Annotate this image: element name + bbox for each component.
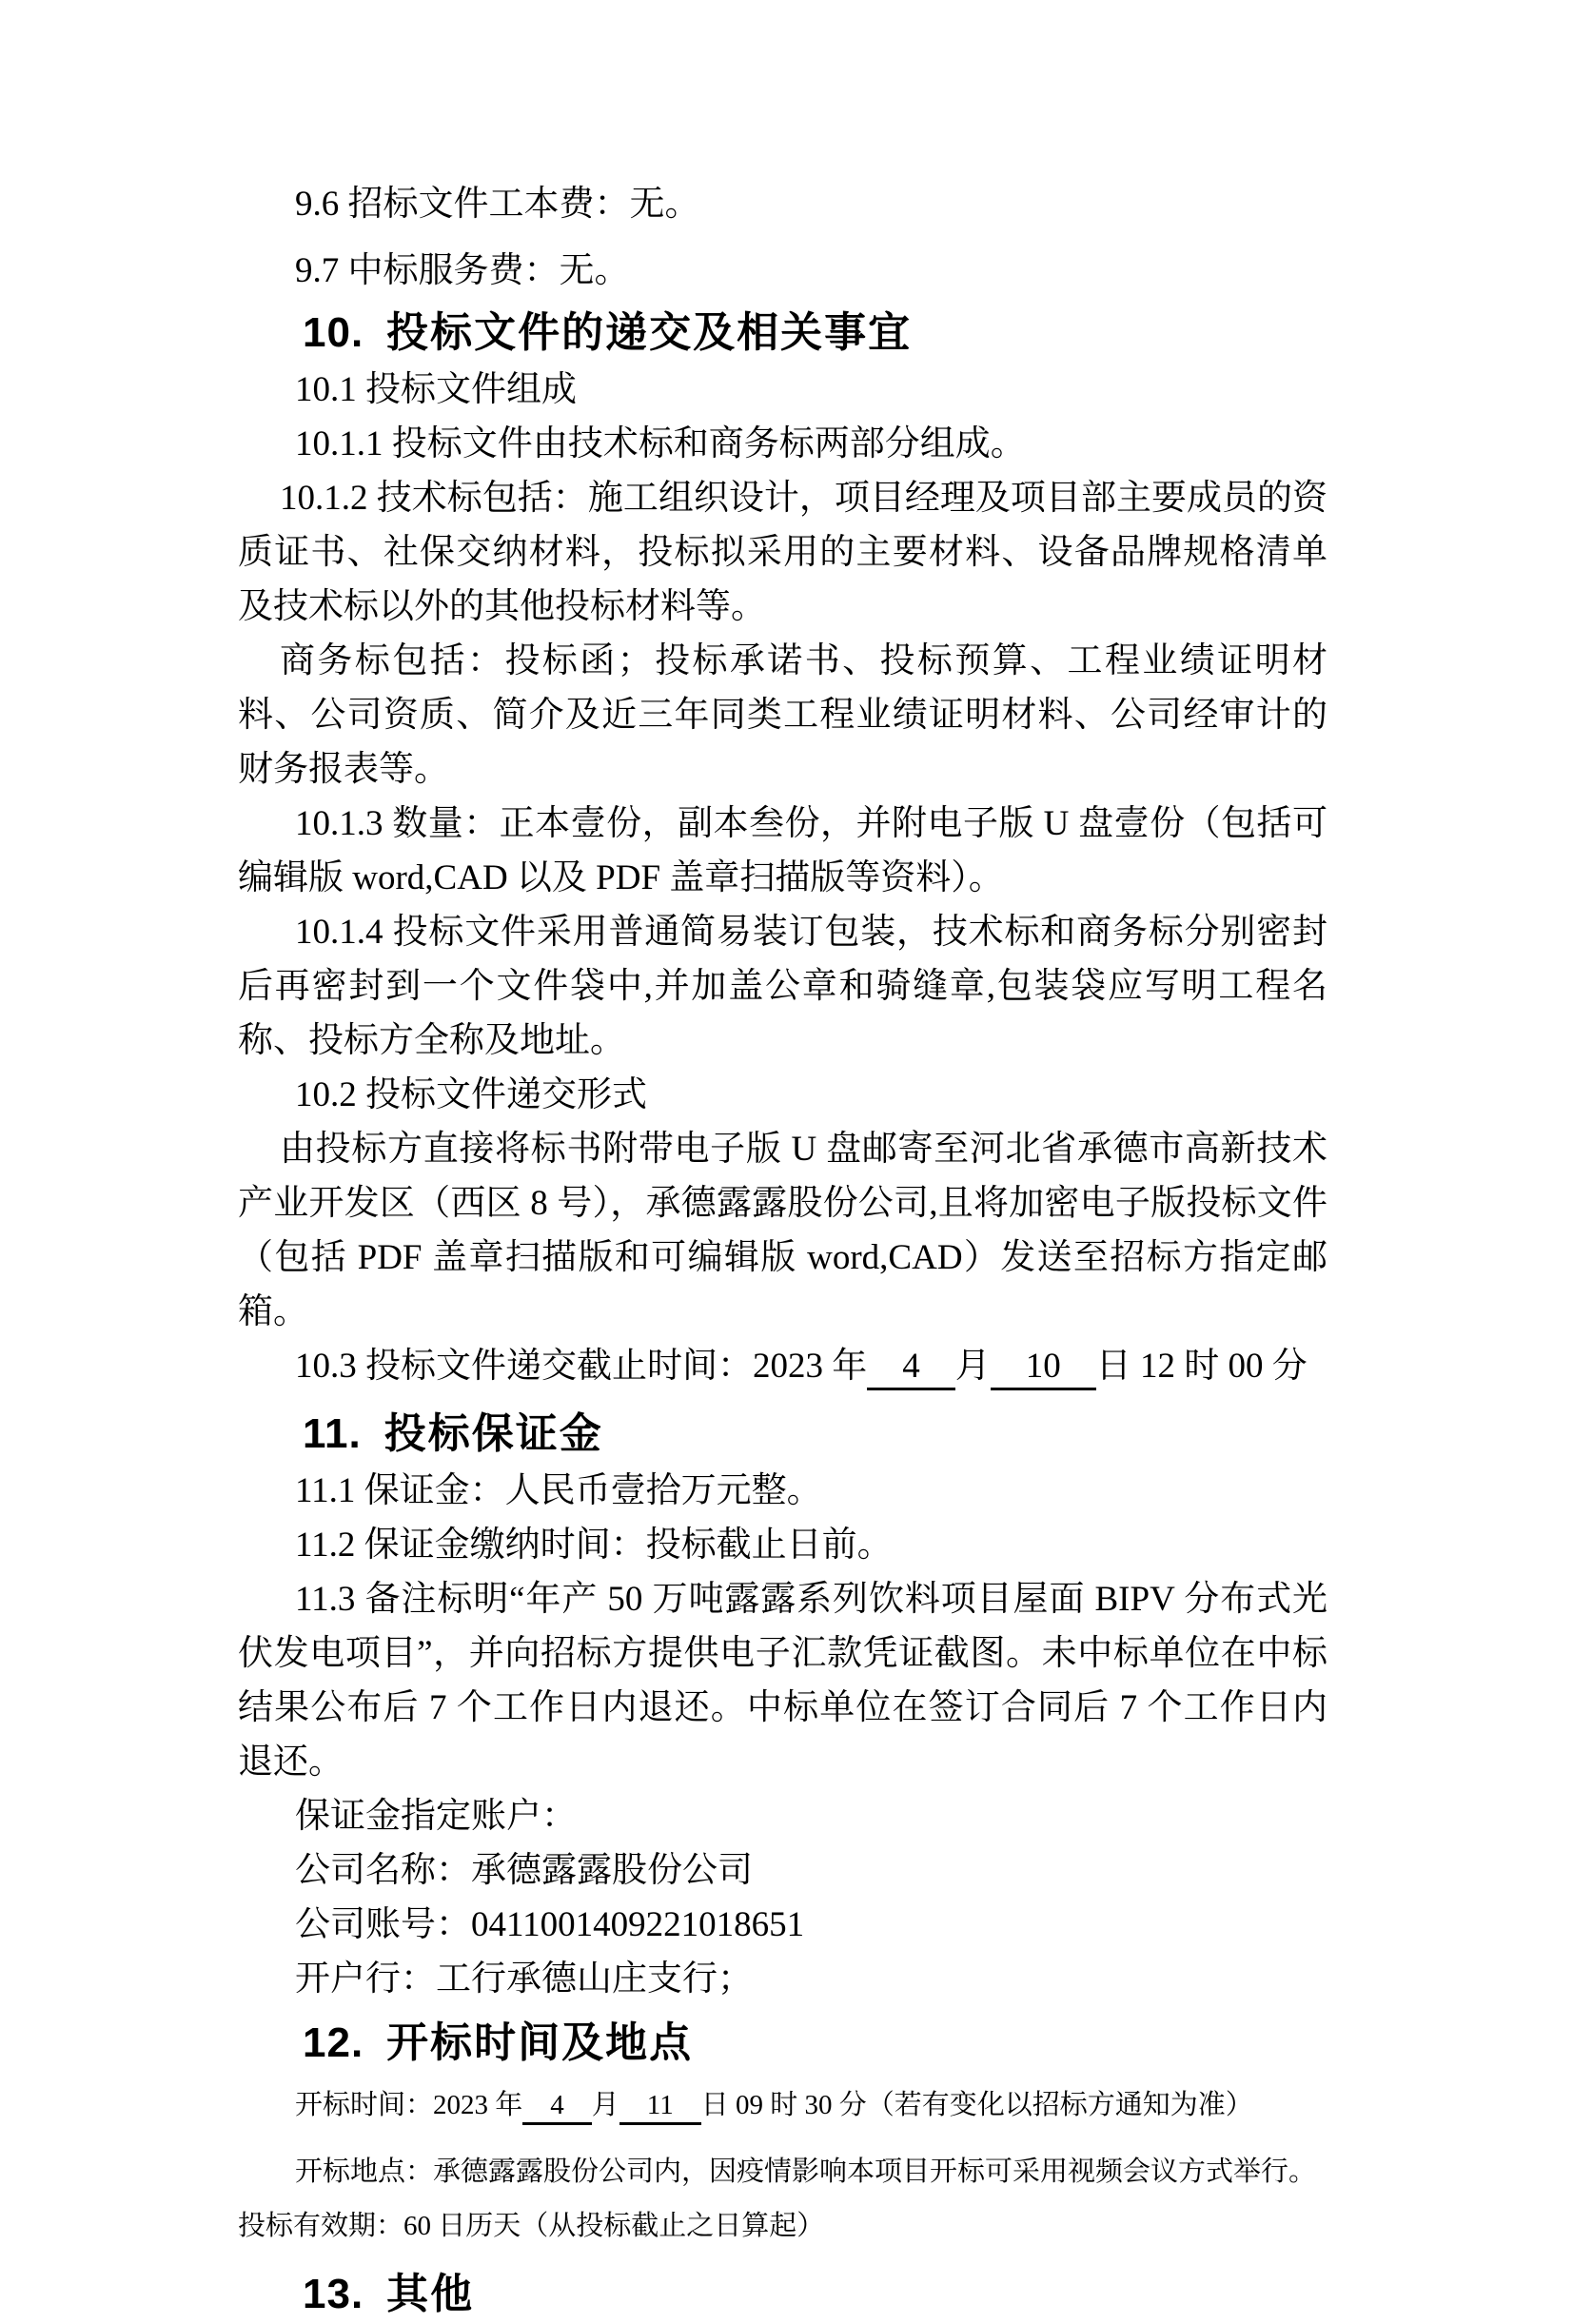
- heading-title: 其他: [386, 2271, 475, 2317]
- text-run: 10.1 投标文件组成: [295, 370, 577, 409]
- text-run: 保证金指定账户：: [295, 1797, 577, 1836]
- heading-10: [303, 304, 1327, 363]
- item-company-account: [238, 1898, 1327, 1952]
- text-run: 日 09 时 30 分（若有变化以招标方通知为准）: [700, 2090, 1253, 2120]
- text-run: 开户行：工行承德山庄支行；: [295, 1960, 753, 1999]
- text-run: 开标地点：承德露露股份公司内，因疫情影响本项目开标可采用视频会议方式举行。: [295, 2157, 1317, 2187]
- item-open-place: [238, 2145, 1327, 2199]
- text-run: 月: [954, 1347, 991, 1386]
- text-run: 11.3 备注标明“年产 50 万吨露露系列饮料项目屋面 BIPV 分布式光伏发电项目”，并向招标方提供电子汇款凭证截图。未中标单位在中标结果公布后 7 个工作日内退还。中标单位在签订合同后 7 个工作日内退还。: [238, 1580, 1327, 1782]
- item-11-1: [238, 1464, 1327, 1518]
- fill-in-underline: 11: [619, 2090, 701, 2125]
- item-9-7: [238, 244, 1327, 298]
- item-delivery: [238, 1122, 1327, 1339]
- text-run: 10.1.3 数量：正本壹份，副本叁份，并附电子版 U 盘壹份（包括可编辑版 word,CAD 以及 PDF 盖章扫描版等资料）。: [238, 804, 1327, 897]
- text-run: 11.1 保证金：人民币壹拾万元整。: [295, 1471, 822, 1510]
- heading-title: 投标文件的递交及相关事宜: [386, 309, 913, 356]
- text-run: 日 12 时 00 分: [1095, 1347, 1308, 1386]
- fill-in-underline: 10: [991, 1347, 1096, 1390]
- item-deposit-account-title: [238, 1789, 1327, 1843]
- document-body: [238, 177, 1327, 2324]
- item-10-1-1: [238, 417, 1327, 471]
- text-run: 月: [591, 2090, 619, 2120]
- heading-title: 投标保证金: [383, 1410, 603, 1457]
- item-10-2: [238, 1068, 1327, 1122]
- text-run: 商务标包括：投标函；投标承诺书、投标预算、工程业绩证明材料、公司资质、简介及近三年同类工程业绩证明材料、公司经审计的财务报表等。: [238, 641, 1327, 789]
- heading-12: [303, 2014, 1327, 2073]
- text-run: 开标时间：2023 年: [295, 2090, 523, 2120]
- item-10-1-3: [238, 797, 1327, 905]
- item-bid-validity: [238, 2199, 1327, 2254]
- text-run: 10.1.2 技术标包括：施工组织设计，项目经理及项目部主要成员的资质证书、社保交纳材料，投标拟采用的主要材料、设备品牌规格清单及技术标以外的其他投标材料等。: [238, 479, 1327, 626]
- text-run: 9.6 招标文件工本费：无。: [295, 185, 700, 224]
- text-run: 10.3 投标文件递交截止时间：2023 年: [295, 1347, 868, 1386]
- text-run: 10.2 投标文件递交形式: [295, 1075, 647, 1114]
- item-10-1: [238, 363, 1327, 417]
- text-run: 10.1.1 投标文件由技术标和商务标两部分组成。: [295, 424, 1026, 463]
- item-10-1-2: [238, 471, 1327, 634]
- heading-number: 10.: [303, 309, 364, 356]
- text-run: 公司名称：承德露露股份公司: [295, 1851, 753, 1890]
- fill-in-underline: 4: [867, 1347, 955, 1390]
- fill-in-underline: 4: [522, 2090, 592, 2125]
- item-bank: [238, 1952, 1327, 2006]
- item-10-1-4: [238, 905, 1327, 1068]
- item-11-2: [238, 1518, 1327, 1572]
- text-run: 由投标方直接将标书附带电子版 U 盘邮寄至河北省承德市高新技术产业开发区（西区 8 号），承德露露股份公司,且将加密电子版投标文件（包括 PDF 盖章扫描版和可编辑版 word,CAD）发送至招标方指定邮箱。: [238, 1130, 1327, 1331]
- item-business-bid: [238, 634, 1327, 797]
- text-run: 11.2 保证金缴纳时间：投标截止日前。: [295, 1526, 893, 1565]
- heading-11: [303, 1405, 1327, 1464]
- text-run: 10.1.4 投标文件采用普通简易装订包装，技术标和商务标分别密封后再密封到一个文件袋中,并加盖公章和骑缝章,包装袋应写明工程名称、投标方全称及地址。: [238, 913, 1327, 1060]
- item-11-3: [238, 1572, 1327, 1789]
- item-open-time: [238, 2078, 1327, 2133]
- heading-number: 11.: [303, 1410, 362, 1457]
- heading-title: 开标时间及地点: [386, 2019, 694, 2066]
- text-run: 投标有效期：60 日历天（从投标截止之日算起）: [238, 2211, 825, 2241]
- item-9-6: [238, 177, 1327, 231]
- text-run: 公司账号：0411001409221018651: [295, 1905, 805, 1944]
- text-run: 9.7 中标服务费：无。: [295, 251, 630, 290]
- heading-number: 12.: [303, 2019, 364, 2066]
- item-10-3-deadline: [238, 1339, 1327, 1393]
- heading-number: 13.: [303, 2271, 364, 2317]
- heading-13: [303, 2265, 1327, 2324]
- item-company-name: [238, 1843, 1327, 1898]
